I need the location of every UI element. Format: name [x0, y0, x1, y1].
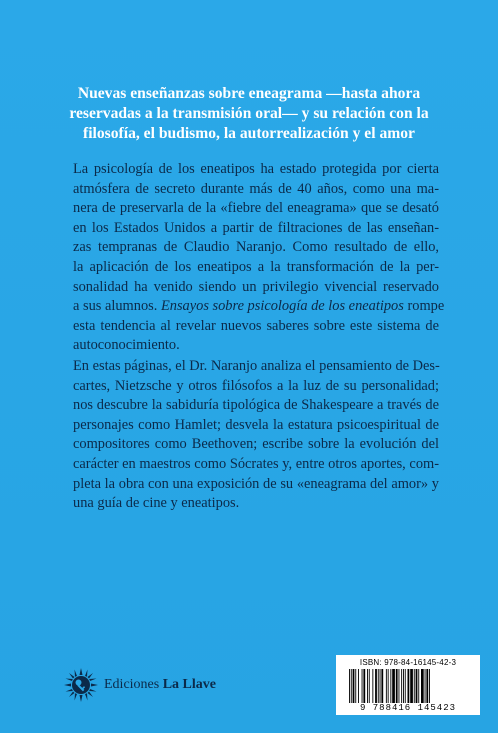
barcode-bar [386, 669, 387, 703]
barcode-bar [358, 669, 359, 703]
text-line: atmósfera de secreto durante más de 40 años, como una ma- [73, 180, 439, 197]
barcode-bar [429, 669, 430, 703]
text-line: en los Estados Unidos a partir de filtraciones de las enseñan- [73, 219, 439, 236]
barcode-bar [388, 669, 389, 703]
barcode-bar [426, 669, 428, 703]
text-line: autoconocimiento. [73, 337, 180, 354]
text-line: cartes, Nietzsche y otros filósofos a la luz de su personalidad; [73, 377, 439, 394]
sun-key-logo-icon [64, 668, 98, 702]
barcode-bar [401, 669, 402, 703]
ean-number: 9 788416 145423 [359, 703, 456, 713]
barcode-bar [414, 669, 415, 703]
barcode-bar [351, 669, 352, 703]
text-line: pleta la obra con una exposición de su «eneagrama del amor» y [73, 475, 439, 492]
barcode-bar [375, 669, 377, 703]
barcode-bar [421, 669, 424, 703]
text-line: carácter en maestros como Sócrates y, entre otros aportes, com- [73, 455, 439, 472]
text-line: En estas páginas, el Dr. Naranjo analiza el pensamiento de Des- [73, 358, 440, 374]
text-line: esta tendencia al revelar nuevos saberes sobre este sistema de [73, 317, 439, 334]
headline-line: Nuevas enseñanzas sobre eneagrama —hasta ahora [77, 85, 421, 102]
barcode-bar [380, 669, 381, 703]
text-segment: rompe [407, 298, 445, 315]
barcode-bar [367, 669, 368, 703]
barcode-bar [396, 669, 398, 703]
barcode-bar [390, 669, 391, 703]
barcode-bar [355, 669, 356, 703]
barcode-bar [416, 669, 418, 703]
barcode-bar [410, 669, 413, 703]
isbn-barcode [336, 655, 480, 715]
barcode-bar [369, 669, 370, 703]
book-title: Ensayos sobre psicología de los eneatipos [160, 298, 404, 315]
text-line: compositores como Beethoven; escribe sobre la evolución del [73, 436, 439, 453]
barcode-bar [353, 669, 355, 703]
headline-line: reservadas a la transmisión oral— y su relación con la [69, 105, 429, 122]
headline [40, 84, 458, 144]
barcode-bar [405, 669, 406, 703]
barcode-bar [403, 669, 404, 703]
barcode-bar [408, 669, 410, 703]
text-segment: a sus alumnos. [73, 298, 158, 315]
text-line: la aplicación de los eneatipos a la transformación de la per- [73, 258, 439, 275]
isbn-label: ISBN: 978-84-16145-42-3 [359, 658, 457, 667]
text-line [73, 297, 445, 317]
barcode-bar [399, 669, 400, 703]
headline-line: filosofía, el budismo, la autorrealización y el amor [83, 125, 415, 142]
barcode-bar [381, 669, 383, 703]
text-line: una guía de cine y eneatipos. [73, 495, 240, 512]
description-paragraph-2 [73, 357, 439, 514]
publisher-name: Ediciones La Llave [104, 677, 216, 692]
text-line: sonalidad ha venido siendo un privilegio vivencial reservado [73, 278, 439, 295]
barcode-bars [348, 669, 468, 703]
barcode-bar [363, 669, 365, 703]
text-line: La psicología de los eneatipos ha estado protegida por cierta [73, 161, 439, 177]
barcode-bar [418, 669, 419, 703]
barcode-bar [349, 669, 350, 703]
barcode-bar [425, 669, 426, 703]
text-line: nos descubre la sabiduría tipológica de Shakespeare a través de [73, 397, 439, 414]
text-line: nera de preservarla de la «fiebre del eneagrama» que se desató [73, 200, 439, 217]
text-line: personajes como Hamlet; desvela la estatura psicoespiritual de [73, 416, 439, 433]
barcode-bar [362, 669, 363, 703]
publisher-imprint [64, 665, 294, 705]
text-line: zas tempranas de Claudio Naranjo. Como resultado de ello, [73, 239, 439, 256]
description-paragraph-1 [73, 160, 445, 356]
barcode-bar [372, 669, 373, 703]
barcode-bar [392, 669, 395, 703]
barcode-bar [378, 669, 379, 703]
